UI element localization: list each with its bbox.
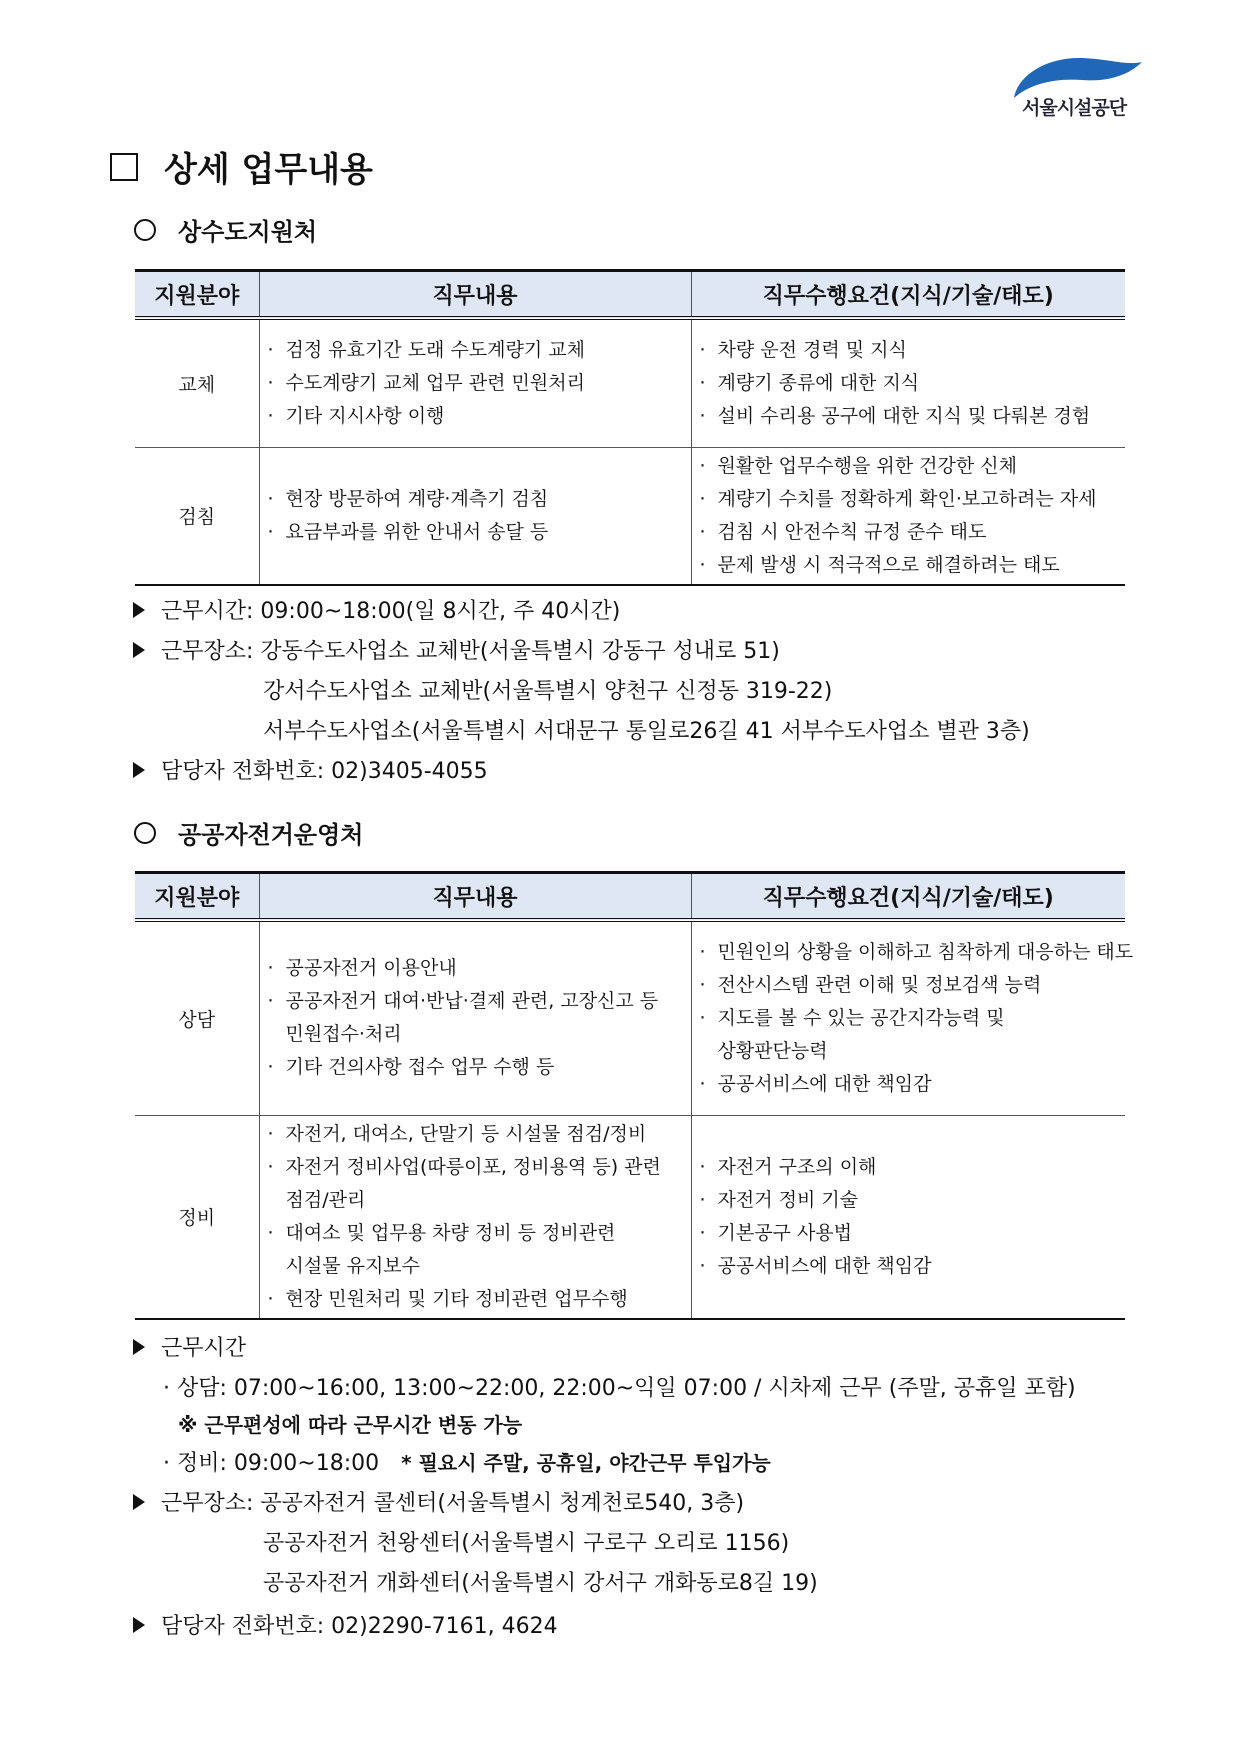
row-category: 상담 — [135, 920, 259, 1115]
list-item: · 검정 유효기간 도래 수도계량기 교체 — [267, 338, 585, 361]
section-heading-bicycle — [134, 815, 363, 850]
list-item: · 원활한 업무수행을 위한 건강한 신체 — [699, 454, 1017, 477]
list-item: · 요금부과를 위한 안내서 송달 등 — [267, 520, 549, 543]
header-duties: 직무내용 — [259, 873, 691, 921]
work-location-line: 근무장소: 공공자전거 콜센터(서울특별시 청계천로540, 3층) — [133, 1486, 744, 1517]
list-item: · 민원인의 상황을 이해하고 침착하게 대응하는 태도 — [699, 940, 1134, 963]
triangle-bullet-icon — [133, 1339, 145, 1355]
job-table-bicycle — [135, 871, 1134, 1320]
table-header-row — [135, 873, 1125, 921]
list-item: · 기타 건의사항 접수 업무 수행 등 — [267, 1056, 555, 1079]
row-duties — [259, 447, 691, 585]
list-item: · 수도계량기 교체 업무 관련 민원처리 — [267, 371, 585, 394]
list-item: · 공공자전거 대여·반납·결제 관련, 고장신고 등 민원접수·처리 — [267, 990, 659, 1046]
checkbox-square-icon — [110, 153, 138, 181]
triangle-bullet-icon — [133, 762, 145, 778]
contact-phone-line: 담당자 전화번호: 02)3405-4055 — [133, 754, 488, 785]
work-location-line: 근무장소: 강동수도사업소 교체반(서울특별시 강동구 성내로 51) — [133, 634, 780, 665]
triangle-bullet-icon — [133, 1617, 145, 1633]
list-item: · 자전거, 대여소, 단말기 등 시설물 점검/정비 — [267, 1122, 647, 1145]
row-category: 정비 — [135, 1115, 259, 1319]
work-location-line: 강서수도사업소 교체반(서울특별시 양천구 신정동 319-22) — [263, 679, 833, 704]
row-requirements — [691, 920, 1134, 1115]
circle-bullet-icon — [134, 219, 156, 241]
work-location-line: 공공자전거 개화센터(서울특별시 강서구 개화동로8길 19) — [263, 1571, 818, 1596]
header-field: 지원분야 — [135, 873, 259, 921]
row-requirements — [691, 447, 1125, 585]
list-item: · 검침 시 안전수칙 규정 준수 태도 — [699, 520, 987, 543]
row-duties — [259, 318, 691, 447]
list-item: · 자전거 구조의 이해 — [699, 1155, 877, 1178]
list-item: · 기타 지시사항 이행 — [267, 404, 445, 427]
page-title — [110, 142, 373, 191]
list-item: · 기본공구 사용법 — [699, 1221, 853, 1244]
section-heading-text: 공공자전거운영처 — [178, 821, 364, 849]
list-item: · 전산시스템 관련 이해 및 정보검색 능력 — [699, 973, 1042, 996]
row-category: 교체 — [135, 318, 259, 447]
hours-note: ※ 근무편성에 따라 근무시간 변동 가능 — [178, 1413, 523, 1437]
header-duties: 직무내용 — [259, 271, 691, 319]
repair-hours-line: · 정비: 09:00~18:00 * 필요시 주말, 공휴일, 야간근무 투입가능 — [163, 1451, 771, 1476]
list-item: · 지도를 볼 수 있는 공간지각능력 및 상황판단능력 — [699, 1006, 1005, 1062]
work-hours-line: 근무시간: 09:00~18:00(일 8시간, 주 40시간) — [133, 594, 620, 625]
list-item: · 공공서비스에 대한 책임감 — [699, 1072, 932, 1095]
row-duties — [259, 1115, 691, 1319]
table-row — [135, 920, 1125, 1115]
list-item: · 차량 운전 경력 및 지식 — [699, 338, 907, 361]
list-item: · 현장 방문하여 계량·계측기 검침 — [267, 487, 549, 510]
triangle-bullet-icon — [133, 1494, 145, 1510]
list-item: · 문제 발생 시 적극적으로 해결하려는 태도 — [699, 553, 1060, 576]
list-item: · 계량기 수치를 정확하게 확인·보고하려는 자세 — [699, 487, 1097, 510]
list-item: · 현장 민원처리 및 기타 정비관련 업무수행 — [267, 1287, 628, 1310]
row-requirements — [691, 1115, 1125, 1319]
table-header-row — [135, 271, 1125, 319]
work-hours-line: 근무시간 — [133, 1331, 246, 1362]
table-row — [135, 318, 1125, 447]
list-item: · 공공서비스에 대한 책임감 — [699, 1254, 932, 1277]
work-location-line: 서부수도사업소(서울특별시 서대문구 통일로26길 41 서부수도사업소 별관 3층) — [263, 719, 1030, 744]
row-category: 검침 — [135, 447, 259, 585]
row-requirements — [691, 318, 1125, 447]
triangle-bullet-icon — [133, 642, 145, 658]
row-duties — [259, 920, 691, 1115]
job-table-water — [135, 269, 1125, 586]
list-item: · 계량기 종류에 대한 지식 — [699, 371, 920, 394]
page-title-text: 상세 업무내용 — [164, 150, 373, 190]
list-item: · 공공자전거 이용안내 — [267, 957, 457, 980]
header-requirements: 직무수행요건(지식/기술/태도) — [691, 873, 1125, 921]
section-heading-water — [134, 212, 317, 247]
list-item: · 설비 수리용 공구에 대한 지식 및 다뤄본 경험 — [699, 404, 1091, 427]
triangle-bullet-icon — [133, 602, 145, 618]
list-item: · 자전거 정비사업(따릉이포, 정비용역 등) 관련 점검/관리 — [267, 1155, 661, 1211]
counsel-hours-line: · 상담: 07:00~16:00, 13:00~22:00, 22:00~익일 07:00 / 시차제 근무 (주말, 공휴일 포함) — [163, 1376, 1076, 1401]
header-field: 지원분야 — [135, 271, 259, 319]
contact-phone-line: 담당자 전화번호: 02)2290-7161, 4624 — [133, 1609, 558, 1640]
table-row — [135, 447, 1125, 585]
header-requirements: 직무수행요건(지식/기술/태도) — [691, 271, 1125, 319]
list-item: · 대여소 및 업무용 차량 정비 등 정비관련 시설물 유지보수 — [267, 1221, 616, 1277]
circle-bullet-icon — [134, 822, 156, 844]
logo-text: 서울시설공단 — [1022, 97, 1127, 119]
table-row — [135, 1115, 1125, 1319]
list-item: · 자전거 정비 기술 — [699, 1188, 859, 1211]
section-heading-text: 상수도지원처 — [178, 218, 318, 246]
work-location-line: 공공자전거 천왕센터(서울특별시 구로구 오리로 1156) — [263, 1531, 790, 1556]
